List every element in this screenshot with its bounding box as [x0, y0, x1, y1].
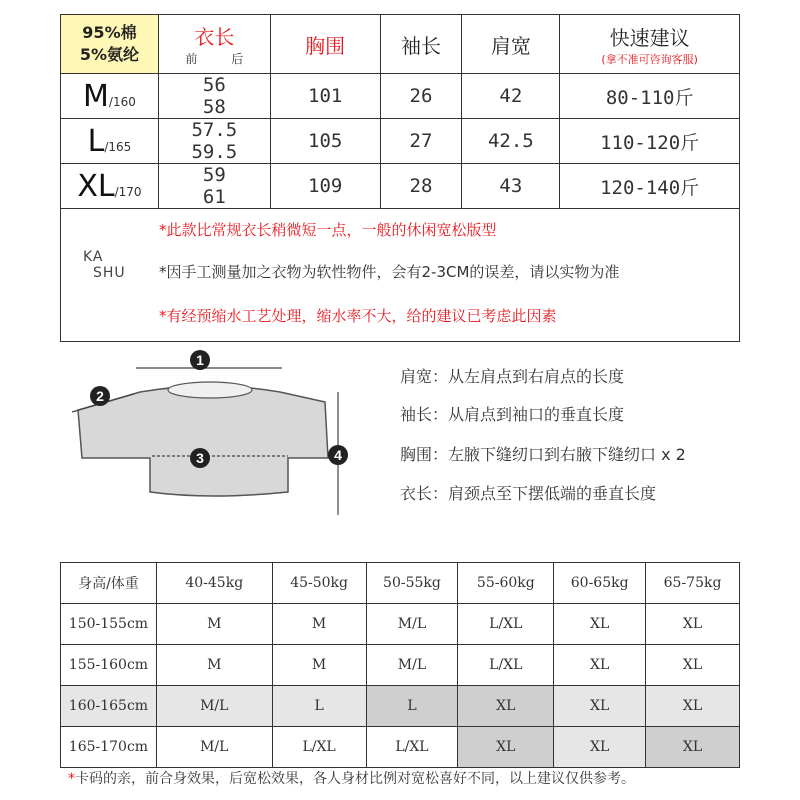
fit-cell: M [272, 604, 366, 645]
fit-cell: L/XL [366, 727, 458, 768]
sleeve-value: 26 [380, 74, 462, 119]
fit-cell: M [272, 645, 366, 686]
fit-cell: XL [458, 727, 554, 768]
weight-suggest: 80-110斤 [560, 74, 740, 119]
fit-cell: XL [646, 727, 740, 768]
header-suggest-sub: (拿不准可咨询客服) [601, 52, 698, 66]
weight-suggest: 110-120斤 [560, 119, 740, 164]
brand-logo: KA SHU [83, 249, 126, 281]
fit-row [61, 727, 740, 768]
fit-weight-header: 40-45kg [156, 563, 272, 604]
fit-weight-header: 65-75kg [646, 563, 740, 604]
size-row-l [61, 119, 740, 164]
legend-shoulder: 肩宽：从左肩点到右肩点的长度 [400, 367, 625, 386]
size-label: L/165 [61, 119, 159, 164]
size-label: M/160 [61, 74, 159, 119]
length-values: 57.559.5 [158, 119, 270, 164]
fit-cell: XL [554, 645, 646, 686]
fit-height: 155-160cm [61, 645, 157, 686]
fit-row [61, 645, 740, 686]
collar [168, 382, 252, 398]
marker-1-label: 1 [196, 352, 204, 368]
fit-height: 160-165cm [61, 686, 157, 727]
chest-value: 105 [270, 119, 380, 164]
header-length-back: 后 [231, 52, 244, 66]
note-1: *此款比常规衣长稍微短一点，一般的休闲宽松版型 [159, 221, 497, 239]
garment-diagram [60, 340, 380, 540]
fit-cell: L/XL [272, 727, 366, 768]
sleeve-value: 28 [380, 164, 462, 209]
notes-row [61, 209, 740, 342]
footer-star: * [68, 771, 75, 787]
header-length-label: 衣长 [194, 25, 235, 49]
header-suggest [560, 15, 740, 74]
fit-header-row [61, 563, 740, 604]
marker-4-label: 4 [334, 447, 342, 463]
size-label: XL/170 [61, 164, 159, 209]
fit-cell: M/L [156, 727, 272, 768]
notes-cell [61, 209, 740, 342]
fit-cell: L/XL [458, 604, 554, 645]
fit-cell: L [366, 686, 458, 727]
header-shoulder: 肩宽 [462, 15, 560, 74]
shirt-outline [78, 386, 328, 496]
fit-cell: XL [646, 645, 740, 686]
fit-cell: M/L [366, 645, 458, 686]
fit-recommendation-table [60, 562, 740, 768]
marker-2-label: 2 [96, 388, 104, 404]
fit-cell: XL [554, 686, 646, 727]
shoulder-value: 43 [462, 164, 560, 209]
header-length-front: 前 [185, 52, 198, 66]
chest-value: 101 [270, 74, 380, 119]
note-3: *有经预缩水工艺处理，缩水率不大，给的建议已考虑此因素 [159, 307, 557, 325]
size-row-m [61, 74, 740, 119]
fit-cell: XL [554, 727, 646, 768]
size-chart-table [60, 14, 740, 342]
footer-note [68, 768, 635, 788]
material-line1: 95%棉 [82, 23, 137, 42]
fit-cell: M [156, 604, 272, 645]
header-length [158, 15, 270, 74]
fit-cell: M/L [366, 604, 458, 645]
shoulder-value: 42 [462, 74, 560, 119]
material-cell [61, 15, 159, 74]
sleeve-value: 27 [380, 119, 462, 164]
legend-sleeve: 袖长：从肩点到袖口的垂直长度 [400, 405, 625, 424]
fit-cell: L [272, 686, 366, 727]
fit-cell: L/XL [458, 645, 554, 686]
header-suggest-label: 快速建议 [609, 25, 690, 50]
note-2: *因手工测量加之衣物为软性物件，会有2-3CM的误差，请以实物为准 [159, 263, 620, 281]
fit-weight-header: 55-60kg [458, 563, 554, 604]
length-values: 5961 [158, 164, 270, 209]
legend-length: 衣长：肩颈点至下摆低端的垂直长度 [400, 484, 657, 503]
fit-weight-header: 60-65kg [554, 563, 646, 604]
fit-cell: XL [458, 686, 554, 727]
fit-row [61, 604, 740, 645]
fit-cell: XL [646, 686, 740, 727]
size-row-xl [61, 164, 740, 209]
weight-suggest: 120-140斤 [560, 164, 740, 209]
footer-text: 卡码的亲，前合身效果，后宽松效果，各人身材比例对宽松喜好不同，以上建议仅供参考。 [75, 771, 635, 787]
material-line2: 5%氨纶 [79, 45, 140, 64]
fit-corner: 身高/体重 [61, 563, 157, 604]
shoulder-value: 42.5 [462, 119, 560, 164]
header-sleeve: 袖长 [380, 15, 462, 74]
length-values: 5658 [158, 74, 270, 119]
fit-weight-header: 45-50kg [272, 563, 366, 604]
legend-chest: 胸围：左腋下缝纫口到右腋下缝纫口 x 2 [400, 445, 686, 464]
chest-value: 109 [270, 164, 380, 209]
fit-cell: M [156, 645, 272, 686]
fit-row [61, 686, 740, 727]
size-chart-header-row [61, 15, 740, 74]
fit-height: 165-170cm [61, 727, 157, 768]
header-chest: 胸围 [270, 15, 380, 74]
fit-cell: M/L [156, 686, 272, 727]
fit-height: 150-155cm [61, 604, 157, 645]
marker-3-label: 3 [196, 450, 204, 466]
fit-cell: XL [554, 604, 646, 645]
fit-weight-header: 50-55kg [366, 563, 458, 604]
fit-cell: XL [646, 604, 740, 645]
